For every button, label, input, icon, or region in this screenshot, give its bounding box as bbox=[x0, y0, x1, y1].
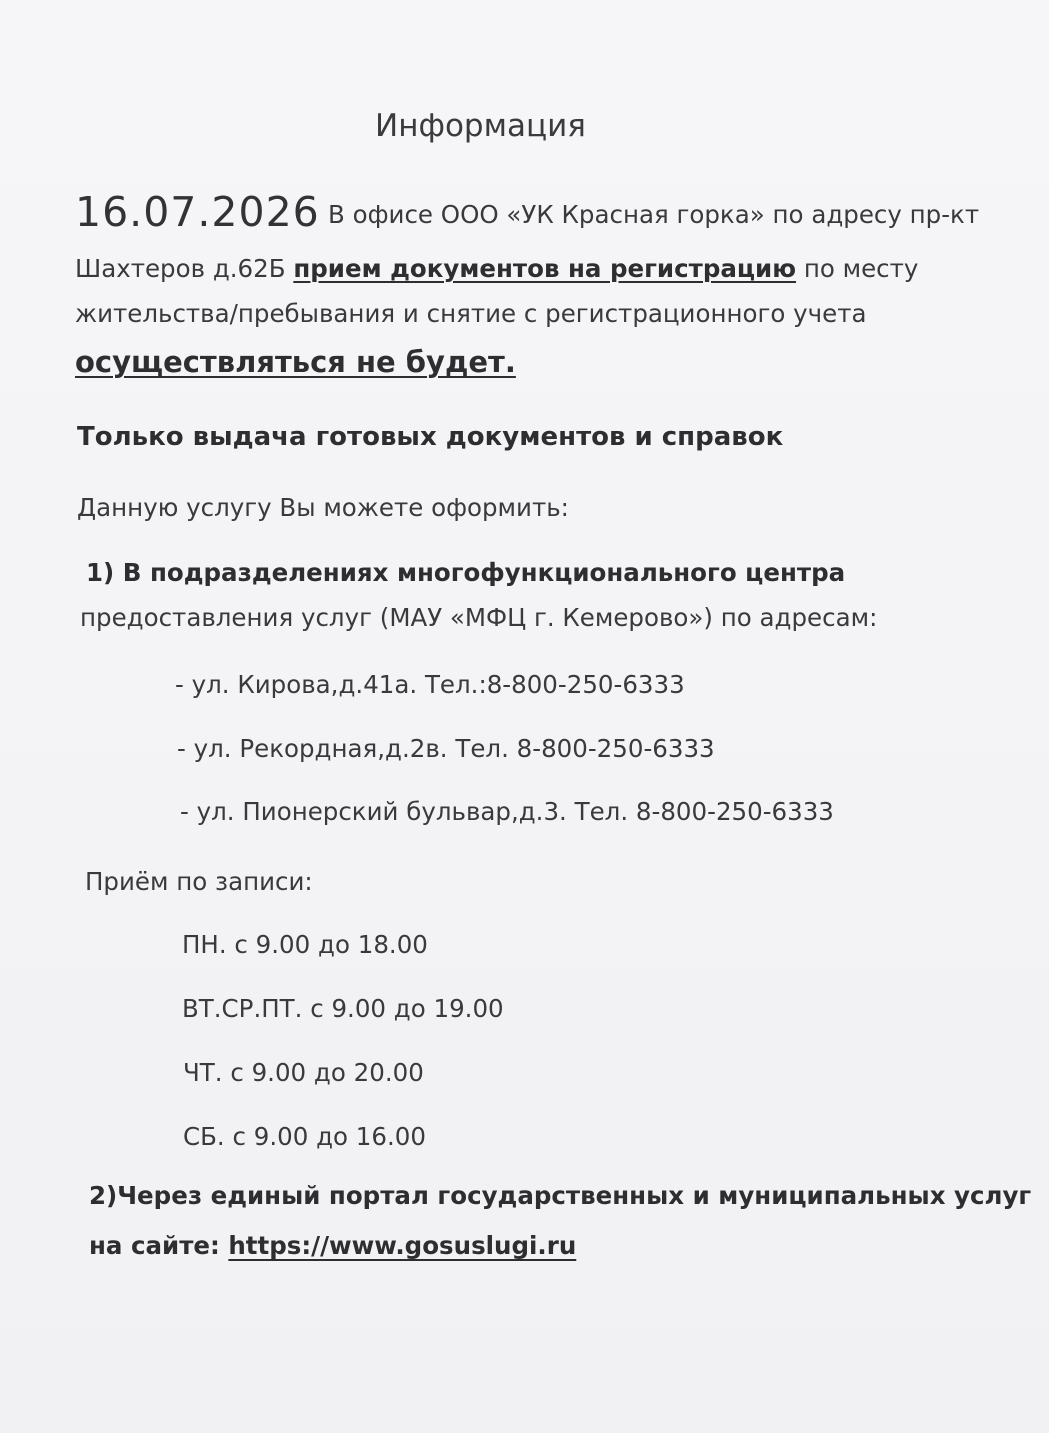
section-1-title: 1) В подразделениях многофункционального центра bbox=[86, 558, 846, 587]
schedule-item: ВТ.СР.ПТ. с 9.00 до 19.00 bbox=[182, 994, 504, 1023]
notice-line-2 bbox=[75, 254, 918, 283]
notice-emphasis-not-available: осуществляться не будет. bbox=[75, 345, 516, 379]
notice-line-2-start: Шахтеров д.62Б bbox=[75, 254, 294, 283]
intro-text: Данную услугу Вы можете оформить: bbox=[77, 493, 569, 522]
notice-line-3: жительства/пребывания и снятие с регистрационного учета bbox=[75, 299, 867, 328]
section-heading: Только выдача готовых документов и справок bbox=[77, 422, 784, 452]
notice-date: 16.07.2026 bbox=[75, 188, 320, 236]
schedule-item: СБ. с 9.00 до 16.00 bbox=[183, 1122, 426, 1151]
notice-line-1: В офисе ООО «УК Красная горка» по адресу пр-кт bbox=[328, 200, 980, 229]
address-item: - ул. Рекордная,д.2в. Тел. 8-800-250-6333 bbox=[177, 734, 715, 763]
address-item: - ул. Кирова,д.41а. Тел.:8-800-250-6333 bbox=[175, 670, 685, 699]
address-item: - ул. Пионерский бульвар,д.3. Тел. 8-800-250-6333 bbox=[180, 797, 834, 826]
notice-line-2-end: по месту bbox=[796, 254, 919, 283]
gosuslugi-link[interactable]: https://www.gosuslugi.ru bbox=[228, 1231, 577, 1260]
section-2-title: 2)Через единый портал государственных и муниципальных услуг bbox=[89, 1181, 1032, 1210]
site-label: на сайте: bbox=[89, 1231, 229, 1260]
page-title: Информация bbox=[375, 108, 586, 144]
reception-label: Приём по записи: bbox=[85, 867, 313, 896]
schedule-item: ПН. с 9.00 до 18.00 bbox=[182, 930, 428, 959]
section-2-site-line bbox=[89, 1231, 576, 1260]
section-1-subtitle: предоставления услуг (МАУ «МФЦ г. Кемерово») по адресам: bbox=[80, 603, 878, 632]
notice-emphasis-documents: прием документов на регистрацию bbox=[293, 254, 797, 283]
schedule-item: ЧТ. с 9.00 до 20.00 bbox=[183, 1058, 424, 1087]
